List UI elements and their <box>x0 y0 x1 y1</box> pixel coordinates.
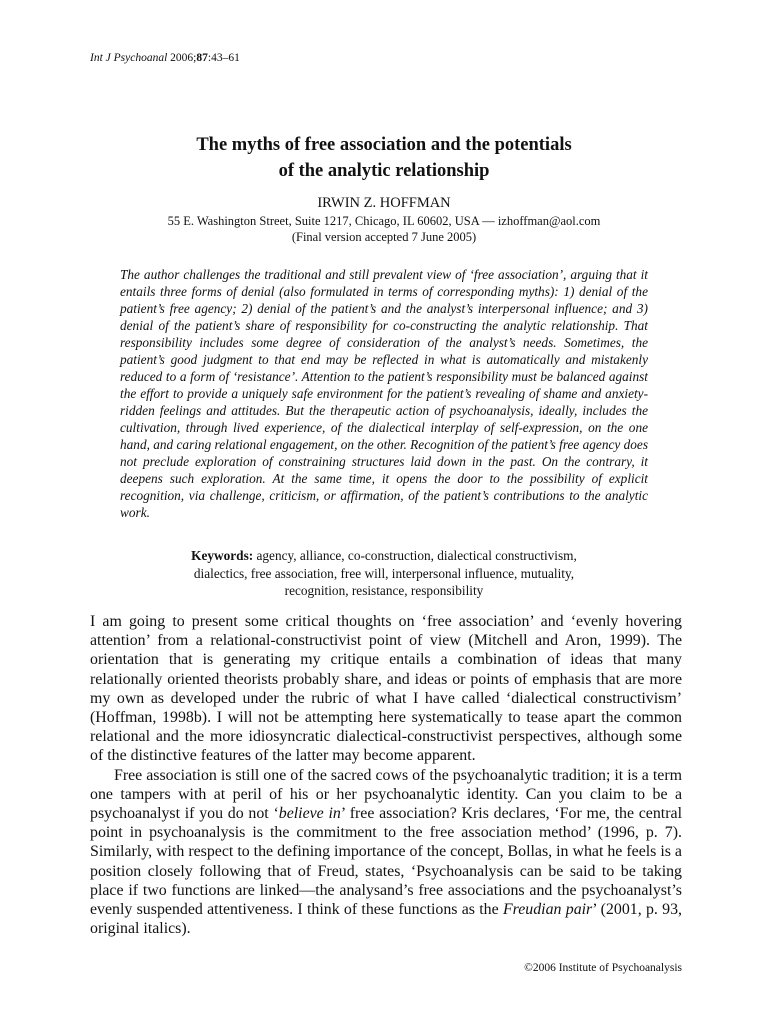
journal-pages: :43–61 <box>207 52 240 64</box>
article-title <box>84 132 684 184</box>
journal-year: 2006; <box>170 52 197 64</box>
accepted-date: (Final version accepted 7 June 2005) <box>291 230 477 244</box>
paragraph-2-part-c: ’ (2001, p. 93, original italics). <box>90 901 682 938</box>
journal-volume: 87 <box>196 52 208 64</box>
body-text <box>90 612 682 938</box>
paragraph-2-italic-freudian-pair: Freudian pair <box>502 901 593 919</box>
copyright-footer: ©2006 Institute of Psychoanalysis <box>524 962 682 974</box>
keywords-label: Keywords: <box>191 548 254 563</box>
paragraph-2-part-a: Free association is still one of the sacred cows of the psychoanalytic tradition; it is a term one tampers with at peril of his or her psychoanalytic identity. Can you claim to be a psychoanalyst if you do not ‘ <box>90 766 682 823</box>
keywords-line-2: dialectics, free association, free will, interpersonal influence, mutuality, <box>193 565 575 581</box>
paragraph-2-part-b: ’ free association? Kris declares, ‘For me, the central point in psychoanalysis is the commitment to the free association method’ (1996, p. 7). Similarly, with respect to the defining importance of the concept, Bollas, in what he feels is a position closely following that of Freud, states, ‘Psychoanalysis can be said to be taking place if two functions are linked—the analysand’s free associations and the psychoanalyst’s evenly suspended attentiveness. I think of these functions as the <box>90 805 682 919</box>
keywords <box>120 547 648 600</box>
keywords-line-1 <box>120 547 648 565</box>
keywords-line-3: recognition, resistance, responsibility <box>284 583 484 598</box>
title-line-1: The myths of free association and the potentials <box>196 135 572 155</box>
title-line-2: of the analytic relationship <box>278 161 490 181</box>
journal-name: Int J Psychoanal <box>90 52 168 64</box>
abstract: The author challenges the traditional and still prevalent view of ‘free association’, arguing that it entails three forms of denial (also formulated in terms of corresponding myths): 1) denial of the patient’s free agency; 2) denial of the patient’s and the analyst’s interpersonal influence; and 3) denial of the patient’s share of responsibility for co-constructing the analytic relationship. That responsibility includes some degree of consideration of the analyst’s needs. Sometimes, the patient’s good judgment to that end may be reflected in what is automatically and mistakenly reduced to a form of ‘resistance’. Attention to the patient’s responsibility must be balanced against the effort to provide a uniquely safe environment for the patient’s revealing of shame and anxiety-ridden feelings and attitudes. But the therapeutic action of psychoanalysis, ideally, includes the cultivation, through lived experience, of the dialectical interplay of self-expression, on the one hand, and caring relational engagement, on the other. Recognition of the patient’s free agency does not preclude exploration of constraining structures laid down in the past. On the contrary, it deepens such exploration. At the same time, it opens the door to the possibility of explicit recognition, via challenge, criticism, or affirmation, of the patient’s contributions to the analytic work. <box>120 267 648 520</box>
keywords-text-1: agency, alliance, co-construction, dialectical constructivism, <box>253 548 577 563</box>
author-name: IRWIN Z. HOFFMAN <box>317 195 451 211</box>
paragraph-1: I am going to present some critical thoughts on ‘free association’ and ‘evenly hovering attention’ from a relational-constructivist point of view (Mitchell and Aron, 1999). The orientation that is generating my critique entails a combination of ideas that many relationally oriented theorists probably share, and ideas or points of emphasis that are more my own as developed under the rubric of what I have called ‘dialectical constructivism’ (Hoffman, 1998b). I will not be attempting here systematically to tease apart the common relational and the more idiosyncratic dialectical-constructivist perspectives, although some of the distinctive features of the latter may become apparent. <box>90 613 682 765</box>
running-head <box>90 52 240 64</box>
author-affiliation: 55 E. Washington Street, Suite 1217, Chicago, IL 60602, USA — izhoffman@aol.com <box>167 214 601 228</box>
paragraph-2 <box>90 766 682 939</box>
paragraph-2-italic-believe-in: believe in <box>278 805 341 823</box>
